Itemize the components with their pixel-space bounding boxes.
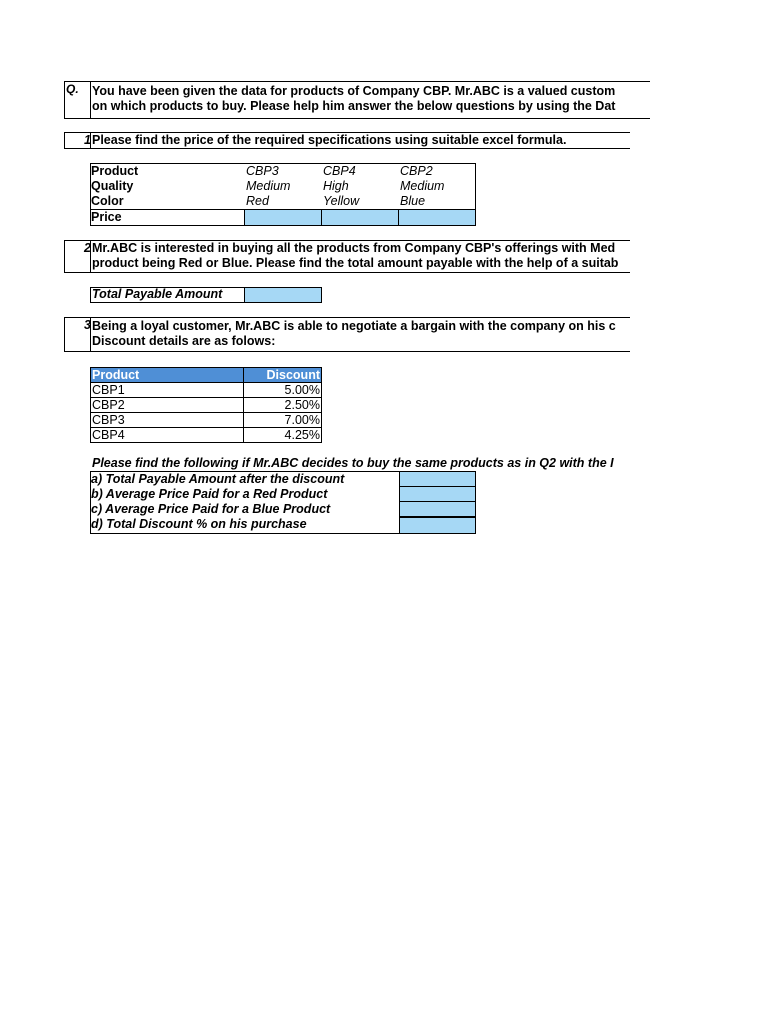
discount-product-cell: CBP4	[91, 428, 244, 443]
q1-header	[64, 132, 630, 149]
discount-value-cell: 7.00%	[244, 413, 322, 428]
q1-text: Please find the price of the required specifications using suitable excel formula.	[92, 133, 567, 147]
sub-question-a: a) Total Payable Amount after the discount	[91, 472, 345, 486]
discount-value-cell: 5.00%	[244, 383, 322, 398]
table-row	[91, 398, 322, 413]
discount-header-discount: Discount	[244, 368, 322, 383]
spec-color-2: Yellow	[323, 194, 360, 208]
q3-followup-text: Please find the following if Mr.ABC decides to buy the same products as in Q2 with the I	[92, 456, 614, 470]
answer-b-input[interactable]	[399, 486, 476, 502]
discount-value-cell: 2.50%	[244, 398, 322, 413]
discount-product-cell: CBP2	[91, 398, 244, 413]
answer-a-input[interactable]	[399, 471, 476, 487]
q3-line-2: Discount details are as folows:	[92, 334, 276, 348]
intro-line-1: You have been given the data for products of Company CBP. Mr.ABC is a valued custom	[92, 84, 616, 98]
table-row	[91, 383, 322, 398]
q2-number: 2	[84, 241, 91, 255]
discount-value-cell: 4.25%	[244, 428, 322, 443]
table-row	[91, 413, 322, 428]
spec-quality-2: High	[323, 179, 349, 193]
price-cbp4-input[interactable]	[321, 209, 399, 226]
total-payable-row	[90, 287, 322, 303]
spec-product-1: CBP3	[246, 164, 279, 178]
spec-color-3: Blue	[400, 194, 426, 208]
row-label-product: Product	[91, 164, 139, 178]
row-label-price: Price	[91, 210, 122, 224]
total-payable-input[interactable]	[244, 287, 322, 303]
q1-spec-table	[90, 163, 476, 226]
q3-number: 3	[84, 318, 91, 332]
discount-table	[90, 367, 322, 443]
q-label: Q.	[66, 82, 79, 96]
table-row	[91, 428, 322, 443]
sub-question-c: c) Average Price Paid for a Blue Product	[91, 502, 331, 516]
discount-product-cell: CBP3	[91, 413, 244, 428]
discount-product-cell: CBP1	[91, 383, 244, 398]
spec-product-3: CBP2	[400, 164, 433, 178]
sub-questions-table	[90, 471, 476, 534]
answer-c-input[interactable]	[399, 501, 476, 517]
price-cbp3-input[interactable]	[244, 209, 322, 226]
spec-product-2: CBP4	[323, 164, 356, 178]
total-payable-label: Total Payable Amount	[92, 287, 223, 301]
intro-line-2: on which products to buy. Please help him answer the below questions by using the Dat	[92, 99, 616, 113]
q1-number: 1	[84, 133, 91, 147]
discount-header-product: Product	[91, 368, 244, 383]
spec-quality-1: Medium	[246, 179, 291, 193]
sub-question-d: d) Total Discount % on his purchase	[91, 517, 307, 531]
spec-color-1: Red	[246, 194, 269, 208]
q3-header	[64, 317, 630, 352]
sub-question-b: b) Average Price Paid for a Red Product	[91, 487, 328, 501]
spec-quality-3: Medium	[400, 179, 445, 193]
row-label-color: Color	[91, 194, 124, 208]
row-label-quality: Quality	[91, 179, 134, 193]
q2-line-2: product being Red or Blue. Please find the total amount payable with the help of a suitab	[92, 256, 619, 270]
discount-table-header	[91, 368, 322, 383]
price-cbp2-input[interactable]	[398, 209, 476, 226]
q2-line-1: Mr.ABC is interested in buying all the products from Company CBP's offerings with Med	[92, 241, 616, 255]
answer-d-input[interactable]	[399, 517, 476, 534]
q2-header	[64, 240, 630, 273]
intro-block	[64, 81, 630, 119]
q3-line-1: Being a loyal customer, Mr.ABC is able to negotiate a bargain with the company on his c	[92, 319, 616, 333]
